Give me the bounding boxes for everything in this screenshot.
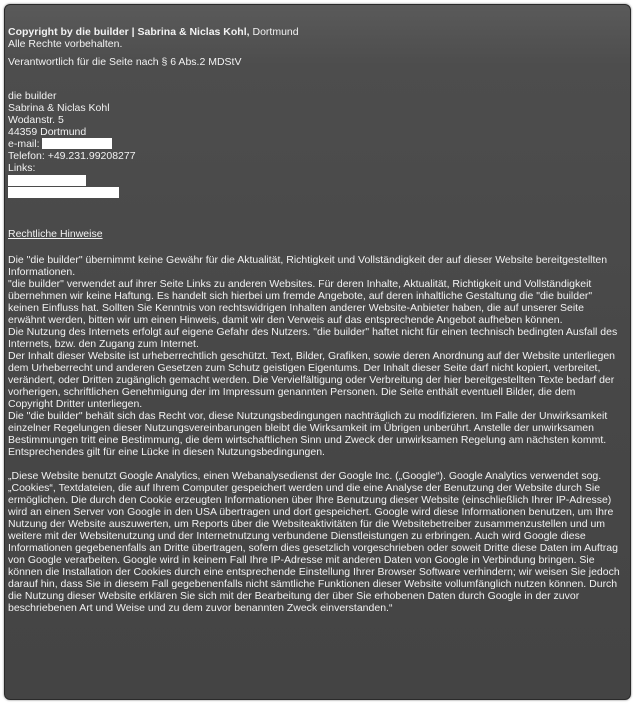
email-link-redacted[interactable] — [42, 138, 112, 149]
legal-text — [8, 254, 622, 458]
legal-paragraph: Die "die builder" behält sich das Recht vor, diese Nutzungsbedingungen nachträglich zu modifizieren. Im Falle der Unwirksamkeit einzelner Regelungen dieser Nutzungsvereinbarungen bleibt die Wirksamkeit im Übrigen unberührt. Anstelle der unwirksamen Bestimmungen tritt eine Bestimmung, die dem wirtschaftlichen Sinn und Zweck der unwirksamen Regelung am nächsten kommt. Entsprechendes gilt für eine Lücke in diesen Nutzungsbedingungen. — [8, 410, 608, 458]
link-redacted-1[interactable] — [8, 175, 86, 186]
email-line — [8, 138, 622, 150]
legal-paragraph: Die "die builder" übernimmt keine Gewähr für die Aktualität, Richtigkeit und Vollständigkeit der auf dieser Website bereitgestellten Informationen. — [8, 254, 608, 278]
legal-paragraph: "die builder" verwendet auf ihrer Seite Links zu anderen Websites. Für deren Inhalte, Aktualität, Richtigkeit und Vollständigkeit übernehmen wir keine Haftung. Es handelt sich hierbei um fremde Angebote, auf deren inhaltliche Gestaltung die "die builder" keinen Einfluss hat. Sollten Sie Kenntnis von rechtswidrigen Inhalten anderer Website-Anbieter haben, die auf unserer Seite erwähnt werden, bitten wir um einen Hinweis, damit wir den Verweis auf das entsprechende Angebot aufheben können. — [8, 278, 593, 326]
legal-paragraph: Die Nutzung des Internets erfolgt auf eigene Gefahr des Nutzers. "die builder" haftet nicht für einen technisch bedingten Ausfall des Internets, bzw. den Zugang zum Internet. — [8, 326, 618, 350]
link-redacted-2[interactable] — [8, 187, 119, 198]
email-label: e-mail: — [8, 138, 40, 150]
phone-line: Telefon: +49.231.99208277 — [8, 150, 136, 162]
address-names: Sabrina & Niclas Kohl — [8, 102, 110, 114]
rights-reserved: Alle Rechte vorbehalten. — [8, 38, 123, 50]
content-panel — [4, 4, 631, 700]
legal-heading: Rechtliche Hinweise — [8, 228, 103, 240]
analytics-notice: „Diese Website benutzt Google Analytics, einen Webanalysedienst der Google Inc. („Google“). Google Analytics verwendet sog. „Cookies“, Textdateien, die auf Ihrem Computer gespeichert werden und die eine Analyse der Benutzung der Website durch Sie ermöglichen. Die durch den Cookie erzeugten Informationen über Ihre Benutzung dieser Website (einschließlich Ihrer IP-Adresse) wird an einen Server von Google in den USA übertragen und dort gespeichert. Google wird diese Informationen benutzen, um Ihre Nutzung der Website auszuwerten, um Reports über die Websiteaktivitäten für die Websitebetreiber zusammenzustellen und um weitere mit der Websitenutzung und der Internetnutzung verbundene Dienstleistungen zu erbringen. Auch wird Google diese Informationen gegebenenfalls an Dritte übertragen, sofern dies gesetzlich vorgeschrieben oder soweit Dritte diese Daten im Auftrag von Google verarbeiten. Google wird in keinem Fall Ihre IP-Adresse mit anderen Daten von Google in Verbindung bringen. Sie können die Installation der Cookies durch eine entsprechende Einstellung Ihrer Browser Software verhindern; wir weisen Sie jedoch darauf hin, dass Sie in diesem Fall gegebenenfalls nicht sämtliche Funktionen dieser Website vollumfänglich nutzen können. Durch die Nutzung dieser Website erklären Sie sich mit der Bearbeitung der über Sie erhobenen Daten durch Google in der zuvor beschriebenen Art und Weise und zu dem zuvor benannten Zweck einverstanden.“ — [8, 470, 620, 614]
copyright-city: Dortmund — [249, 26, 299, 38]
copyright-owner: Copyright by die builder | Sabrina & Niclas Kohl, — [8, 26, 250, 38]
address-zip-city: 44359 Dortmund — [8, 126, 87, 138]
address-company: die builder — [8, 90, 57, 102]
address-street: Wodanstr. 5 — [8, 114, 64, 126]
responsible-statement: Verantwortlich für die Seite nach § 6 Abs.2 MDStV — [8, 56, 242, 68]
address-block — [8, 90, 622, 198]
copyright-line — [8, 26, 622, 38]
links-label: Links: — [8, 162, 36, 174]
imprint-content — [8, 26, 622, 614]
legal-paragraph: Der Inhalt dieser Website ist urheberrechtlich geschützt. Text, Bilder, Grafiken, sowie deren Anordnung auf der Website unterliegen dem Urheberrecht und anderen Gesetzen zum Schutz geistigen Eigentums. Der Inhalt dieser Seite darf nicht kopiert, verbreitet, verändert, oder Dritten zugänglich gemacht werden. Die Vervielfältigung oder Verbreitung der hier bereitgestellten Texte bedarf der vorherigen, schriftlichen Genehmigung der im Impressum genannten Personen. Die Seite enthält eventuell Bilder, die dem Copyright Dritter unterliegen. — [8, 350, 616, 410]
